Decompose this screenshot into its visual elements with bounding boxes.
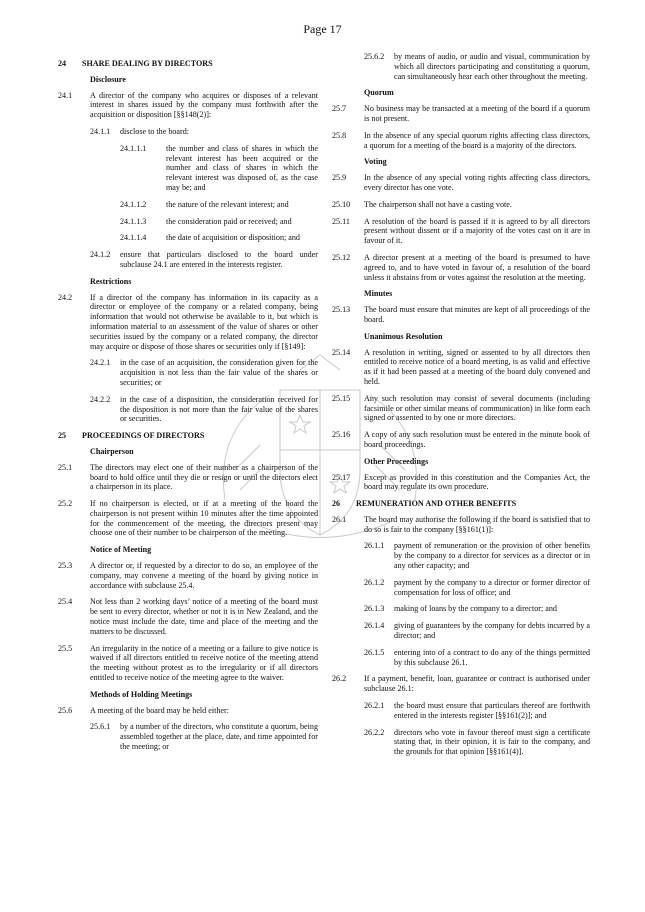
clause-text: A director present at a meeting of the board is presumed to have agreed to, and to have voted in favour of, a resolution of the board unless it abstains from or votes against the resolution at the meeting.	[364, 252, 590, 282]
clause-25-13	[332, 305, 590, 325]
section-title: SHARE DEALING BY DIRECTORS	[82, 59, 213, 68]
subheading-restrictions: Restrictions	[90, 276, 132, 286]
clause-text: An irregularity in the notice of a meeting or a failure to give notice is waived if all directors entitled to receive notice of the meeting attend the meeting without protest as to the irregularity or if all directors entitled to receive notice of the meeting agree to the waiver.	[90, 643, 318, 683]
clause-text: directors who vote in favour thereof must sign a certificate stating that, in their opinion, it is fair to the company, and the grounds for that opinion [§§161(4)].	[394, 727, 590, 757]
clause-text: A copy of any such resolution must be entered in the minute book of board proceedings.	[364, 430, 590, 449]
right-column	[332, 52, 590, 764]
clause-25-10	[332, 200, 590, 210]
subheading-unanimous-resolution: Unanimous Resolution	[364, 331, 443, 341]
clause-text: A resolution of the board is passed if it is agreed to by all directors present without dissent or if a majority of the votes cast on it are in favour of it.	[364, 216, 590, 246]
clause-text: Any such resolution may consist of several documents (including facsimile or other similar means of communication) in like form each signed or assented to by one or more directors.	[364, 393, 590, 423]
clause-text: disclose to the board:	[120, 126, 190, 136]
clause-text: the number and class of shares in which the relevant interest has been acquired or the number and class of shares in which the relevant interest was disposed of, as the case may be; and	[166, 143, 318, 192]
clause-number: 25.8	[332, 130, 347, 140]
clause-number: 25.10	[332, 199, 351, 209]
clause-number: 24.1.1	[90, 126, 111, 136]
clause-26-1-5	[364, 648, 590, 668]
clause-number: 24.1.1.4	[120, 233, 147, 243]
clause-text: A director of the company who acquires or disposes of a relevant interest in shares issued by the company must forthwith after the acquisition or disposition [§§148(2)]:	[90, 90, 318, 120]
section-heading	[58, 431, 318, 441]
clause-25-16	[332, 430, 590, 450]
subheading-chairperson: Chairperson	[90, 446, 134, 456]
clause-number: 24.2.1	[90, 358, 111, 368]
section-number: 26	[332, 499, 341, 509]
clause-text: the nature of the relevant interest; and	[166, 199, 289, 209]
clause-text: A meeting of the board may be held either:	[90, 705, 229, 715]
page-number: Page 17	[303, 22, 342, 36]
clause-text: entering into of a contract to do any of the things permitted by this subclause 26.1.	[394, 647, 590, 667]
clause-25-14	[332, 348, 590, 387]
clause-26-2-2	[364, 728, 590, 757]
clause-25-6-2	[364, 52, 590, 81]
clause-text: by a number of the directors, who constitute a quorum, being assembled together at the place, date, and time appointed for the meeting; or	[120, 722, 318, 752]
clause-number: 24.1.1.2	[120, 199, 147, 209]
clause-text: In the absence of any special quorum rights affecting class directors, a quorum for a meeting of the board is a majority of the directors.	[364, 130, 590, 150]
subheading-methods-of-holding-meetings: Methods of Holding Meetings	[90, 689, 193, 699]
clause-text: making of loans by the company to a director; and	[394, 604, 557, 614]
clause-text: The chairperson shall not have a casting vote.	[364, 199, 512, 209]
clause-24-1-1-4	[120, 233, 318, 243]
clause-26-1	[332, 515, 590, 535]
clause-text: ensure that particulars disclosed to the board under subclause 24.1 are entered in the interests register.	[120, 250, 318, 269]
clause-25-6-1	[90, 722, 318, 751]
clause-25-17	[332, 473, 590, 493]
clause-25-4	[58, 597, 318, 636]
section-number: 24	[58, 59, 67, 68]
clause-text: the date of acquisition or disposition; and	[166, 233, 300, 243]
clause-24-1-1-2	[120, 200, 318, 210]
clause-number: 25.15	[332, 393, 351, 403]
clause-text: in the case of a disposition, the consideration received for the disposition is not more than the fair value of the shares or securities.	[120, 394, 318, 424]
clause-text: the board must ensure that particulars thereof are forthwith entered in the interests register [§§161(2)]; and	[394, 701, 590, 720]
clause-text: payment by the company to a director or former director of compensation for loss of office; and	[394, 577, 590, 597]
clause-24-1-2	[90, 250, 318, 270]
clause-24-1-1	[90, 127, 318, 137]
clause-24-2-2	[90, 395, 318, 424]
clause-number: 24.1.2	[90, 250, 111, 260]
clause-number: 26.1.2	[364, 577, 385, 587]
clause-number: 24.2.2	[90, 394, 111, 404]
section-heading	[58, 59, 318, 69]
clause-text: If no chairperson is elected, or if at a meeting of the board the chairperson is not present within 10 minutes after the time appointed for the commencement of the meeting, the directors present may choose one of their number to be chairperson of the meeting.	[90, 499, 318, 538]
clause-24-2	[58, 293, 318, 352]
clause-26-1-4	[364, 621, 590, 641]
clause-25-3	[58, 561, 318, 590]
clause-24-1-1-1	[120, 144, 318, 193]
clause-text: Except as provided in this constitution and the Companies Act, the board may regulate its own procedure.	[364, 472, 590, 492]
section-heading	[332, 499, 590, 509]
clause-number: 24.1.1.3	[120, 216, 147, 226]
clause-number: 25.5	[58, 643, 73, 653]
clause-text: giving of guarantees by the company for debts incurred by a director; and	[394, 621, 590, 641]
clause-text: The directors may elect one of their number as a chairperson of the board to hold office until they die or resign or until the directors elect a chairperson in its place.	[90, 462, 318, 492]
clause-25-7	[332, 104, 590, 124]
clause-text: The board must ensure that minutes are kept of all proceedings of the board.	[364, 305, 590, 324]
clause-number: 26.2.2	[364, 727, 385, 737]
subheading-minutes: Minutes	[364, 289, 393, 299]
section-title: PROCEEDINGS OF DIRECTORS	[82, 431, 205, 441]
subheading-disclosure: Disclosure	[90, 74, 126, 84]
clause-25-12	[332, 253, 590, 282]
section-number: 25	[58, 431, 67, 441]
subheading-voting: Voting	[364, 157, 387, 167]
clause-number: 25.6.2	[364, 52, 385, 61]
clause-text: the consideration paid or received; and	[166, 216, 292, 226]
section-title: REMUNERATION AND OTHER BENEFITS	[356, 499, 517, 509]
clause-number: 24.2	[58, 292, 73, 302]
clause-text: If a payment, benefit, loan, guarantee or contract is authorised under subclause 26.1:	[364, 674, 590, 694]
clause-number: 25.6	[58, 705, 73, 715]
clause-number: 25.13	[332, 305, 351, 315]
clause-text: in the case of an acquisition, the consideration given for the acquisition is not less than the fair value of the shares or securities; or	[120, 358, 318, 387]
clause-number: 26.1.3	[364, 604, 385, 614]
clause-number: 24.1	[58, 90, 73, 100]
clause-25-9	[332, 173, 590, 193]
clause-text: If a director of the company has information in its capacity as a director or employee of the company or a related company, being information that would not otherwise be available to it, but which is information material to an assessment of the value of shares or other securities issued by the company or a related company, the director may acquire or dispose of those shares or securities only if [§149]:	[90, 292, 318, 351]
clause-26-1-3	[364, 604, 590, 614]
clause-26-2	[332, 674, 590, 694]
clause-number: 25.1	[58, 462, 73, 472]
clause-number: 25.9	[332, 173, 347, 183]
left-column	[58, 52, 318, 759]
clause-number: 25.14	[332, 347, 351, 357]
clause-text: payment of remuneration or the provision of other benefits by the company to a director for services as a director or in any other capacity; and	[394, 541, 590, 571]
clause-25-1	[58, 463, 318, 492]
subheading-other-proceedings: Other Proceedings	[364, 456, 429, 466]
clause-24-1-1-3	[120, 217, 318, 227]
clause-number: 26.1.4	[364, 621, 385, 631]
clause-number: 26.1.5	[364, 647, 385, 657]
clause-text: In the absence of any special voting rights affecting class directors, every director has one vote.	[364, 173, 590, 192]
clause-text: The board may authorise the following if the board is satisfied that to do so is fair to the company [§§161(1)]:	[364, 514, 590, 534]
clause-number: 26.2	[332, 674, 347, 684]
clause-number: 25.3	[58, 561, 73, 571]
clause-number: 25.17	[332, 472, 351, 482]
subheading-notice-of-meeting: Notice of Meeting	[90, 545, 152, 555]
clause-number: 26.2.1	[364, 701, 385, 711]
clause-24-2-1	[90, 358, 318, 387]
clause-25-5	[58, 644, 318, 683]
clause-number: 25.11	[332, 216, 350, 226]
clause-number: 25.4	[58, 597, 73, 607]
clause-text: by means of audio, or audio and visual, communication by which all directors participating and constituting a quorum, can simultaneously hear each other throughout the meeting.	[394, 52, 590, 81]
clause-number: 26.1.1	[364, 541, 385, 551]
clause-text: A director or, if requested by a director to do so, an employee of the company, may convene a meeting of the board by giving notice in accordance with subclause 25.4.	[90, 561, 318, 590]
clause-25-6	[58, 706, 318, 716]
clause-number: 25.7	[332, 104, 347, 114]
clause-number: 25.16	[332, 430, 351, 440]
clause-text: A resolution in writing, signed or assented to by all directors then entitled to receive notice of a board meeting, is as valid and effective as if it had been passed at a meeting of the board duly convened and held.	[364, 347, 590, 386]
subheading-quorum: Quorum	[364, 88, 394, 98]
clause-number: 25.2	[58, 499, 73, 509]
clause-number: 25.12	[332, 252, 351, 262]
clause-number: 24.1.1.1	[120, 143, 147, 153]
clause-25-8	[332, 131, 590, 151]
clause-text: Not less than 2 working days’ notice of a meeting of the board must be sent to every director, whether or not it is in New Zealand, and the notice must include the date, time and place of the meeting and the matters to be discussed.	[90, 597, 318, 636]
clause-24-1	[58, 91, 318, 120]
clause-26-1-1	[364, 541, 590, 570]
clause-25-11	[332, 217, 590, 246]
clause-text: No business may be transacted at a meeting of the board if a quorum is not present.	[364, 104, 590, 123]
clause-25-2	[58, 499, 318, 538]
clause-25-15	[332, 394, 590, 423]
clause-number: 25.6.1	[90, 722, 111, 732]
clause-26-2-1	[364, 701, 590, 721]
clause-number: 26.1	[332, 514, 347, 524]
clause-26-1-2	[364, 578, 590, 598]
